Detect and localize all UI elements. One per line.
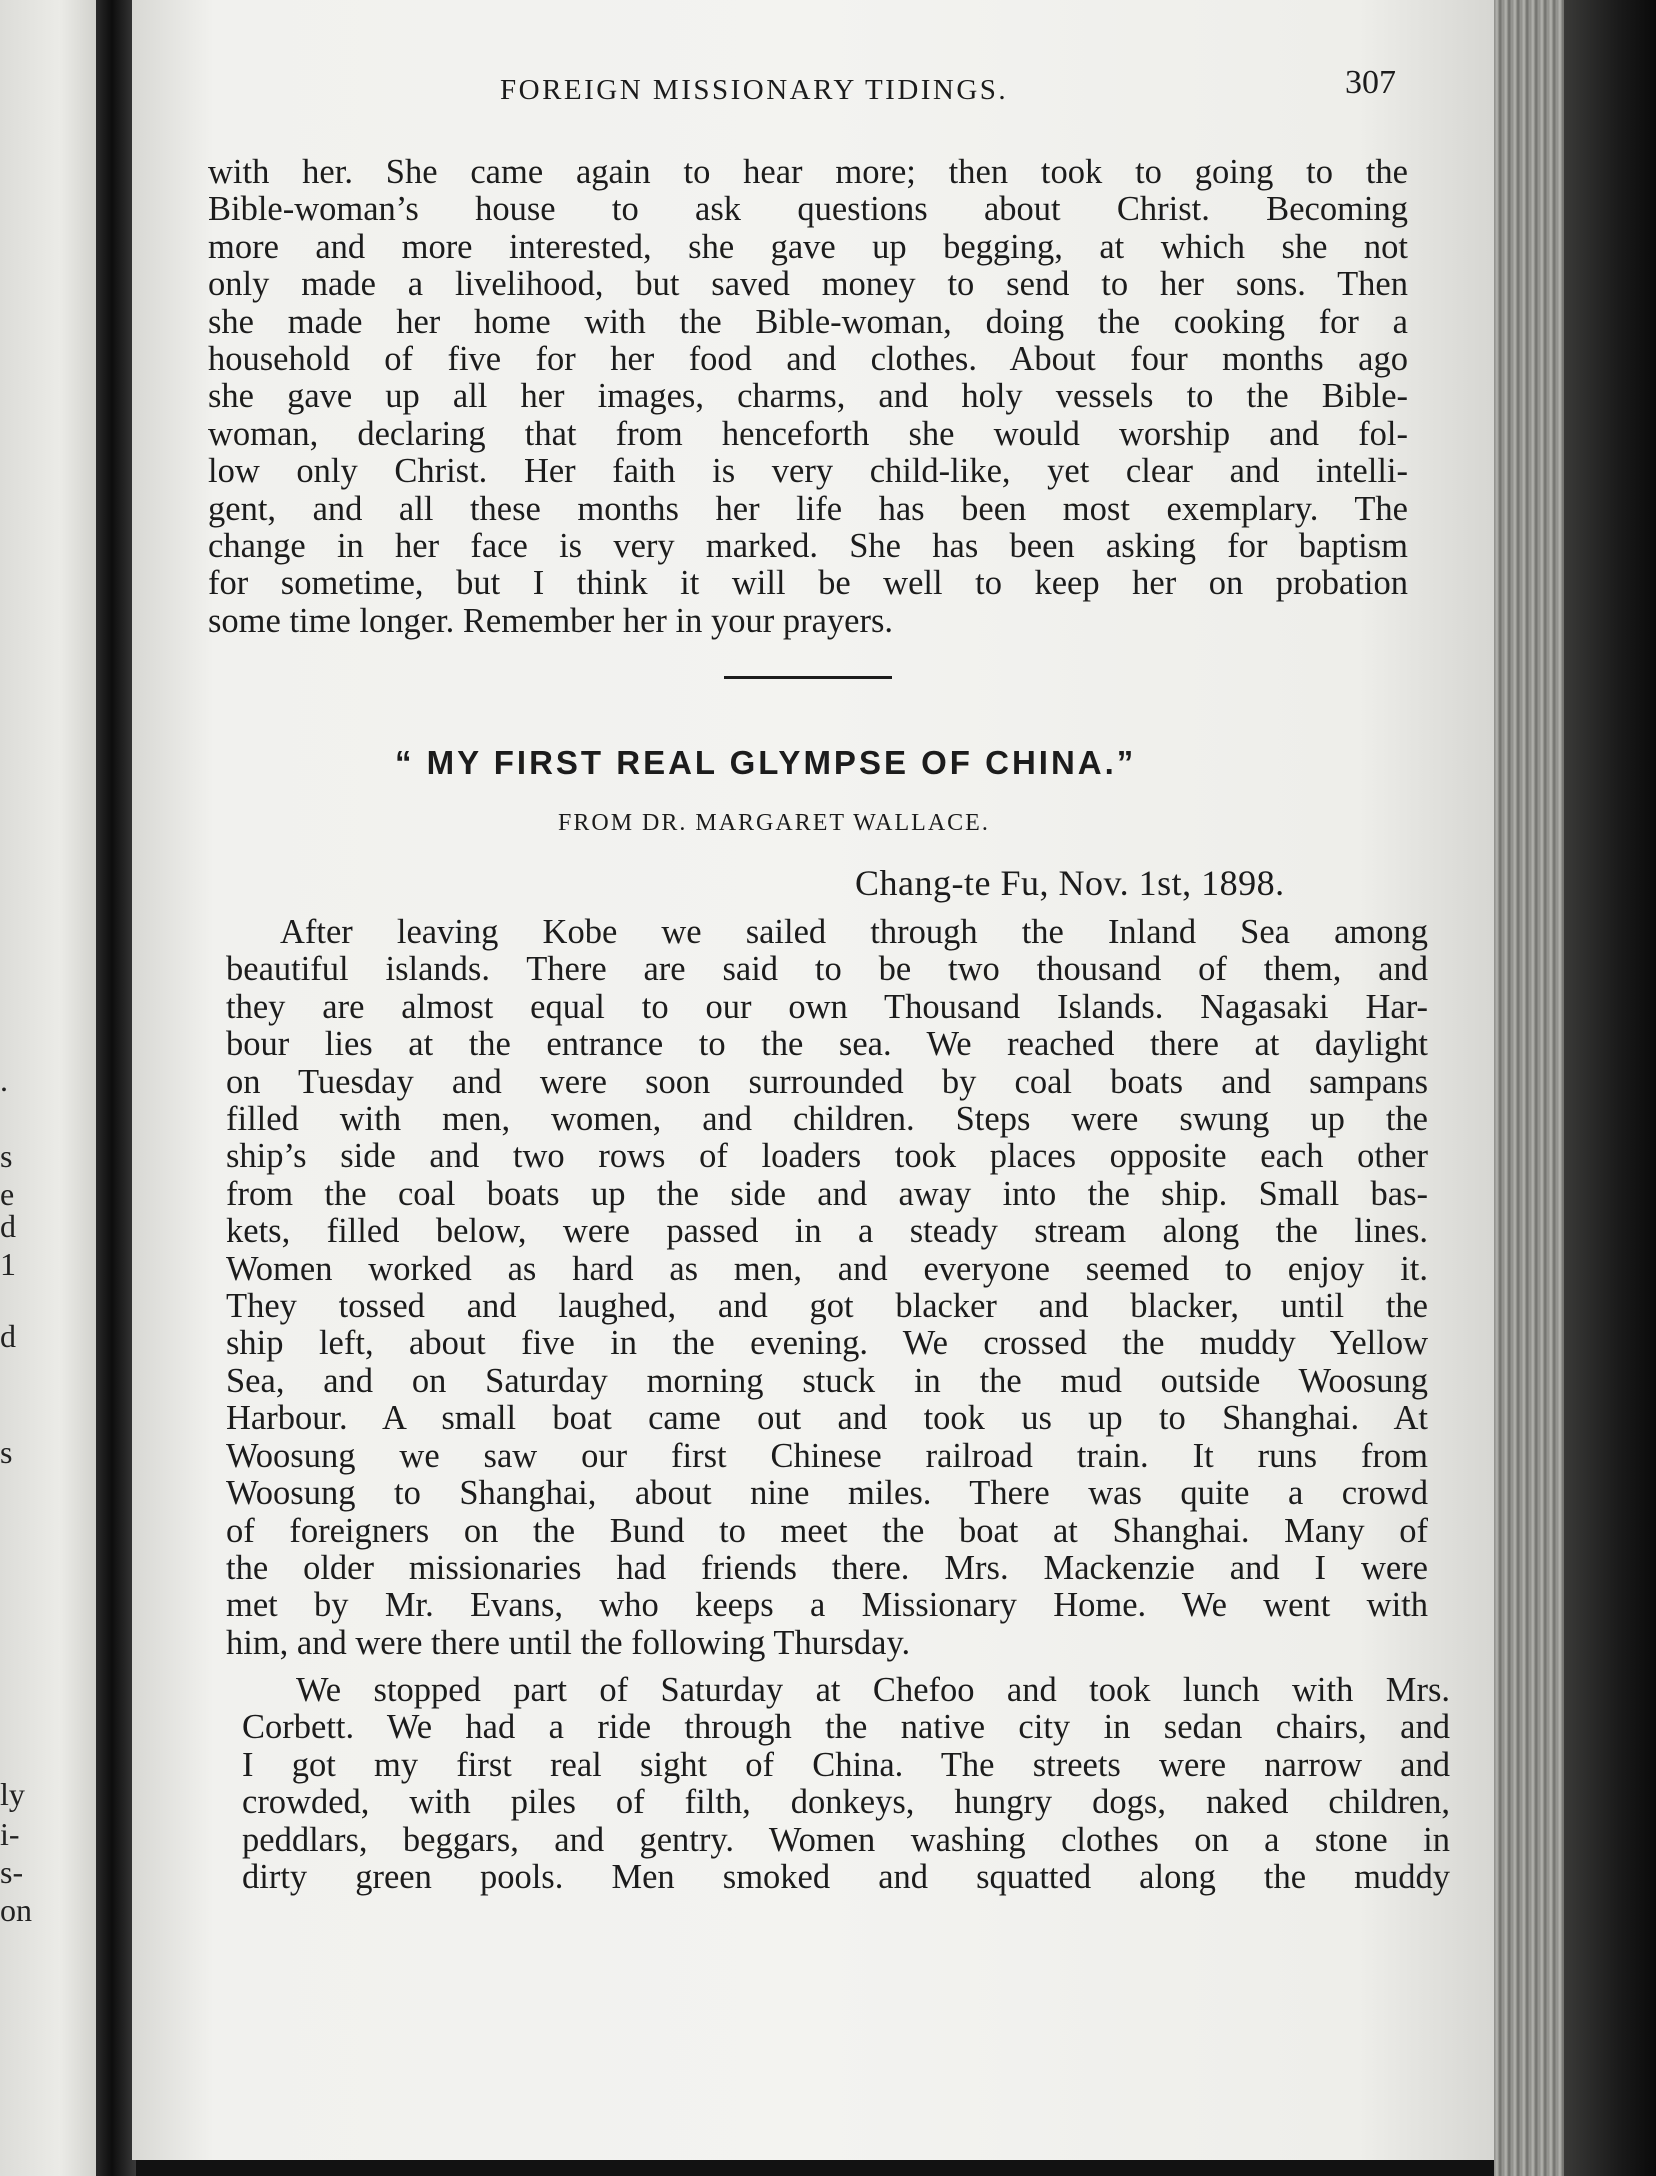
text-line: Corbett. We had a ride through the native city in sedan chairs, and: [242, 1708, 1450, 1747]
text-line: for sometime, but I think it will be well to keep her on probation: [208, 564, 1408, 603]
text-line: the older missionaries had friends there. Mrs. Mackenzie and I were: [226, 1548, 1428, 1587]
margin-fragment: .: [0, 1062, 8, 1098]
text-line: more and more interested, she gave up begging, at which she not: [208, 227, 1408, 266]
margin-fragment: 1: [0, 1246, 16, 1282]
text-line: gent, and all these months her life has been most exemplary. The: [208, 489, 1408, 528]
text-line: Woosung we saw our first Chinese railroad train. It runs from: [226, 1436, 1428, 1475]
text-line: Sea, and on Saturday morning stuck in the mud outside Woosung: [226, 1361, 1428, 1400]
text-line: on Tuesday and were soon surrounded by coal boats and sampans: [226, 1062, 1428, 1101]
text-line: Bible-woman’s house to ask questions about Christ. Becoming: [208, 190, 1408, 229]
margin-fragment: s: [0, 1138, 13, 1174]
margin-fragment: e: [0, 1176, 15, 1212]
text-line: We stopped part of Saturday at Chefoo and took lunch with Mrs.: [296, 1671, 1450, 1709]
page-edges: [1494, 0, 1656, 2176]
text-line: ship left, about five in the evening. We crossed the muddy Yellow: [226, 1324, 1428, 1363]
margin-fragment: ly: [0, 1776, 25, 1812]
text-line: dirty green pools. Men smoked and squatted along the muddy: [242, 1858, 1450, 1897]
margin-fragment: i-: [0, 1816, 20, 1852]
text-line: They tossed and laughed, and got blacker and blacker, until the: [226, 1287, 1428, 1326]
text-line: Women worked as hard as men, and everyone seemed to enjoy it.: [226, 1249, 1428, 1288]
page-number: 307: [1345, 64, 1396, 101]
text-line: I got my first real sight of China. The streets were narrow and: [242, 1745, 1450, 1784]
text-line: woman, declaring that from henceforth she would worship and fol-: [208, 414, 1408, 453]
margin-fragment: s: [0, 1434, 13, 1470]
text-line: met by Mr. Evans, who keeps a Missionary Home. We went with: [226, 1586, 1428, 1625]
text-line: peddlars, beggars, and gentry. Women washing clothes on a stone in: [242, 1820, 1450, 1859]
margin-fragment: on: [0, 1892, 32, 1928]
paragraph-3: [242, 1672, 1450, 1896]
text-line: only made a livelihood, but saved money to send to her sons. Then: [208, 265, 1408, 304]
text-line: bour lies at the entrance to the sea. We reached there at daylight: [226, 1025, 1428, 1064]
text-line: she made her home with the Bible-woman, doing the cooking for a: [208, 302, 1408, 341]
text-line: household of five for her food and clothes. About four months ago: [208, 340, 1408, 379]
text-line: kets, filled below, were passed in a steady stream along the lines.: [226, 1212, 1428, 1251]
text-line: ship’s side and two rows of loaders took places opposite each other: [226, 1137, 1428, 1176]
text-line: After leaving Kobe we sailed through the Inland Sea among: [280, 913, 1428, 951]
text-line: crowded, with piles of filth, donkeys, hungry dogs, naked children,: [242, 1783, 1450, 1822]
article-title: “ MY FIRST REAL GLYMPSE OF CHINA.”: [395, 744, 1137, 781]
margin-fragment: d: [0, 1318, 16, 1354]
text-line: low only Christ. Her faith is very child-like, yet clear and intelli-: [208, 452, 1408, 491]
text-line: change in her face is very marked. She has been asking for baptism: [208, 527, 1408, 566]
section-divider: [724, 676, 892, 679]
text-line: with her. She came again to hear more; then took to going to the: [208, 153, 1408, 191]
text-line: they are almost equal to our own Thousand Islands. Nagasaki Har-: [226, 987, 1428, 1026]
running-head: FOREIGN MISSIONARY TIDINGS.: [500, 74, 1009, 106]
text-line: of foreigners on the Bund to meet the boat at Shanghai. Many of: [226, 1511, 1428, 1550]
text-line: from the coal boats up the side and away into the ship. Small bas-: [226, 1174, 1428, 1213]
margin-fragment: s-: [0, 1854, 24, 1890]
article-byline: FROM DR. MARGARET WALLACE.: [558, 810, 990, 836]
paragraph-1: [208, 154, 1408, 640]
text-line: filled with men, women, and children. Steps were swung up the: [226, 1100, 1428, 1139]
text-line: Woosung to Shanghai, about nine miles. There was quite a crowd: [226, 1474, 1428, 1513]
text-line: Harbour. A small boat came out and took us up to Shanghai. At: [226, 1399, 1428, 1438]
book-gutter: [96, 0, 136, 2176]
paragraph-2: [226, 914, 1428, 1662]
letter-dateline: Chang-te Fu, Nov. 1st, 1898.: [855, 863, 1285, 903]
text-line: him, and were there until the following Thursday.: [226, 1623, 911, 1662]
text-line: some time longer. Remember her in your prayers.: [208, 601, 894, 640]
text-line: beautiful islands. There are said to be two thousand of them, and: [226, 950, 1428, 989]
margin-fragment: d: [0, 1208, 16, 1244]
facing-page-margin-text: [0, 0, 40, 2176]
text-line: she gave up all her images, charms, and holy vessels to the Bible-: [208, 377, 1408, 416]
facing-page-edge: [0, 0, 100, 2176]
